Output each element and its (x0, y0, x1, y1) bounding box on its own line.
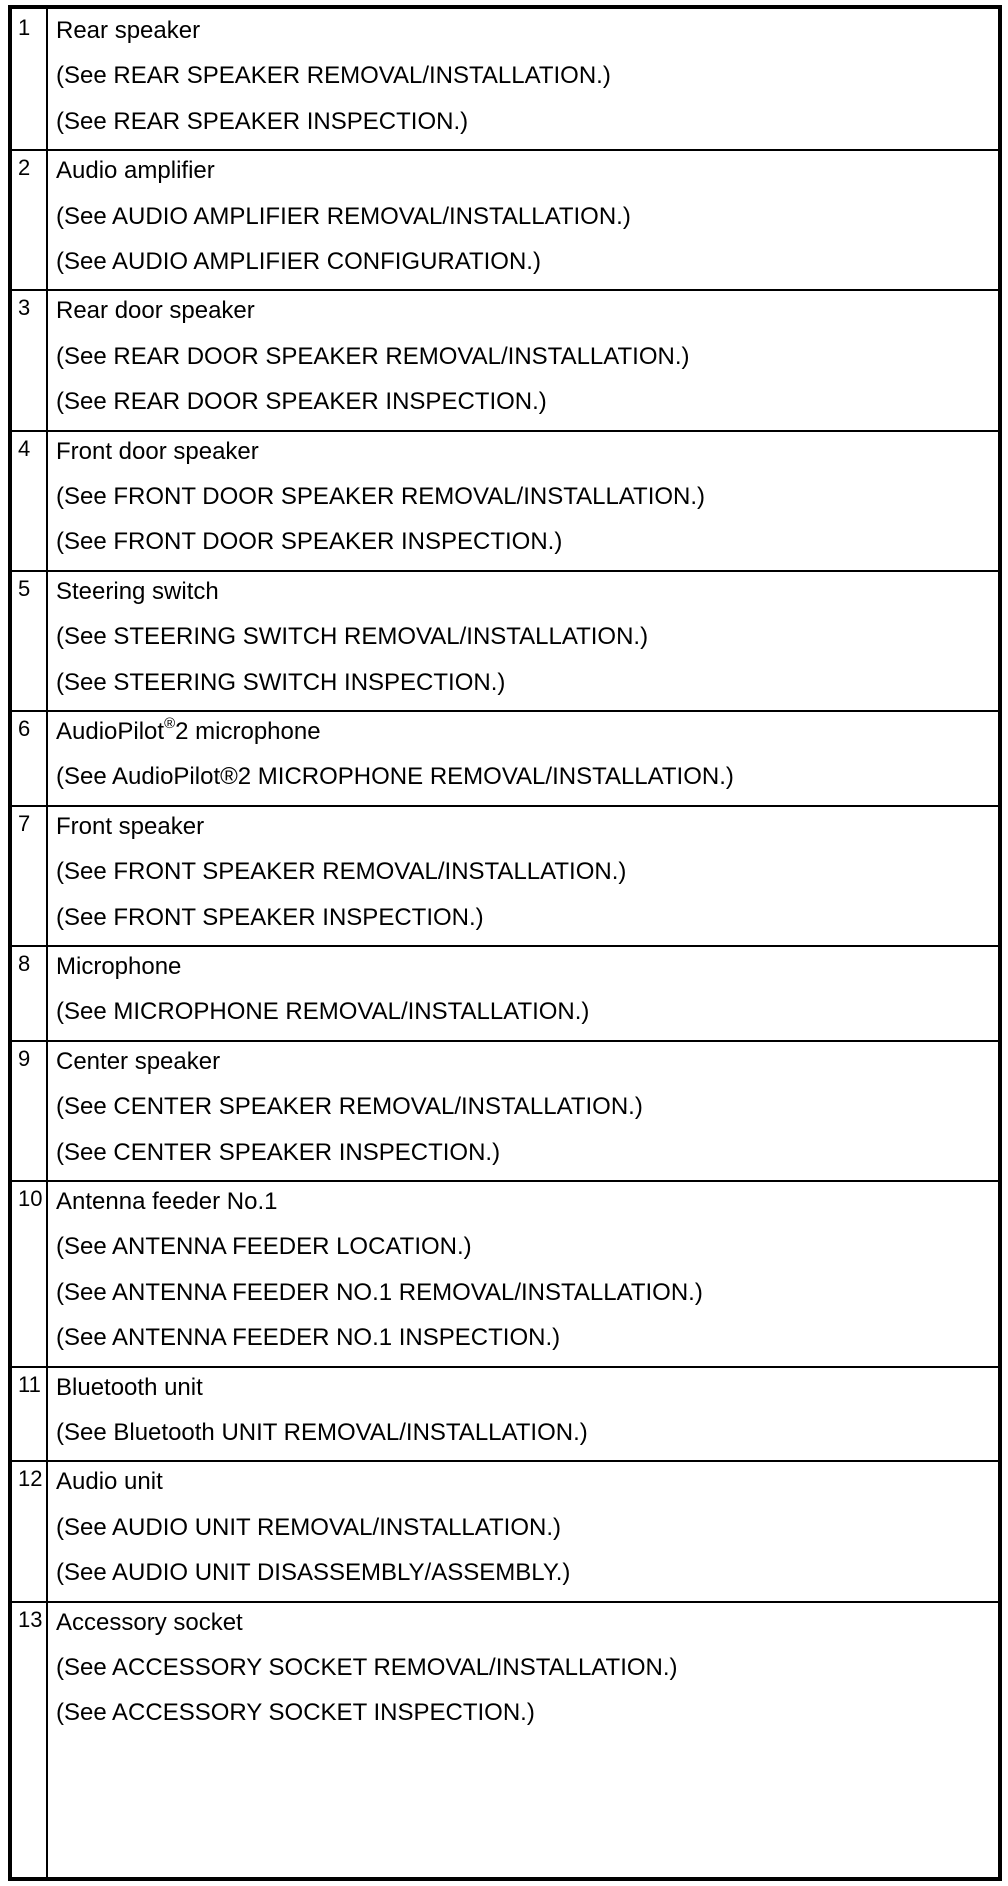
component-name-text: Front door speaker (56, 437, 259, 465)
reference-link[interactable]: (See CENTER SPEAKER INSPECTION.) (56, 1138, 501, 1166)
reference-link[interactable]: (See REAR SPEAKER INSPECTION.) (56, 107, 469, 135)
item-number: 2 (18, 155, 31, 181)
reference-link[interactable]: (See FRONT DOOR SPEAKER INSPECTION.) (56, 528, 563, 556)
reference-link[interactable]: (See CENTER SPEAKER REMOVAL/INSTALLATION.) (56, 1093, 643, 1121)
item-number: 1 (18, 15, 31, 40)
component-name-text: Steering switch (56, 577, 219, 605)
reference-link[interactable]: (See ANTENNA FEEDER NO.1 INSPECTION.) (56, 1324, 561, 1352)
table-row (12, 710, 998, 807)
component-name-suffix: 2 microphone (175, 718, 321, 745)
component-name-text: Microphone (56, 953, 182, 980)
component-name-text: Rear speaker (56, 17, 201, 44)
reference-link[interactable]: (See ANTENNA FEEDER LOCATION.) (56, 1233, 472, 1261)
reference-link[interactable]: (See AUDIO UNIT REMOVAL/INSTALLATION.) (56, 1513, 561, 1541)
reference-link[interactable]: (See MICROPHONE REMOVAL/INSTALLATION.) (56, 998, 590, 1026)
component-name (56, 953, 181, 981)
component-name (56, 715, 321, 746)
component-name (56, 1048, 220, 1076)
reference-link[interactable]: (See AudioPilot®2 MICROPHONE REMOVAL/INSTALLATION.) (56, 763, 734, 791)
reference-link[interactable]: (See ACCESSORY SOCKET REMOVAL/INSTALLATION.) (56, 1653, 678, 1681)
reference-link[interactable]: (See REAR DOOR SPEAKER REMOVAL/INSTALLATION.) (56, 342, 690, 370)
component-name-text: Bluetooth unit (56, 1373, 203, 1401)
component-name-text: Antenna feeder No.1 (56, 1188, 278, 1215)
reference-link[interactable]: (See FRONT SPEAKER INSPECTION.) (56, 903, 484, 931)
reference-link[interactable]: (See AUDIO AMPLIFIER CONFIGURATION.) (56, 247, 541, 275)
reference-link[interactable]: (See STEERING SWITCH INSPECTION.) (56, 668, 506, 696)
reference-link[interactable]: (See Bluetooth UNIT REMOVAL/INSTALLATION.) (56, 1418, 588, 1446)
item-number: 12 (18, 1466, 43, 1492)
component-table (8, 5, 1002, 1881)
component-name (56, 17, 200, 45)
item-number: 4 (18, 435, 31, 461)
table-row (12, 1180, 998, 1368)
table-row (12, 945, 998, 1042)
component-name (56, 1188, 278, 1216)
item-number: 7 (18, 810, 31, 836)
item-number: 8 (18, 951, 31, 976)
item-number: 13 (18, 1606, 43, 1632)
table-row (12, 1601, 998, 1741)
reference-link[interactable]: (See ACCESSORY SOCKET INSPECTION.) (56, 1699, 535, 1727)
reference-link[interactable]: (See STEERING SWITCH REMOVAL/INSTALLATION.) (56, 623, 649, 651)
reference-link[interactable]: (See REAR SPEAKER REMOVAL/INSTALLATION.) (56, 62, 611, 90)
component-name-text: Audio amplifier (56, 157, 215, 185)
component-name (56, 297, 255, 325)
item-number: 3 (18, 295, 31, 321)
component-name-text: Center speaker (56, 1047, 221, 1075)
item-number: 5 (18, 575, 31, 601)
component-name (56, 1374, 203, 1402)
table-row (12, 149, 998, 291)
table-row (12, 9, 998, 151)
reference-link[interactable]: (See FRONT SPEAKER REMOVAL/INSTALLATION.) (56, 858, 627, 886)
component-name-text: Rear door speaker (56, 297, 255, 325)
component-name-text: Accessory socket (56, 1608, 243, 1636)
component-name (56, 438, 259, 466)
component-name (56, 157, 215, 185)
table-row (12, 430, 998, 572)
table-row (12, 805, 998, 947)
reference-link[interactable]: (See AUDIO AMPLIFIER REMOVAL/INSTALLATION.) (56, 202, 631, 230)
reference-link[interactable]: (See FRONT DOOR SPEAKER REMOVAL/INSTALLATION.) (56, 482, 706, 510)
table-row (12, 570, 998, 712)
reference-link[interactable]: (See ANTENNA FEEDER NO.1 REMOVAL/INSTALLATION.) (56, 1278, 703, 1306)
component-name-text: Audio unit (56, 1468, 163, 1496)
component-name (56, 578, 219, 606)
item-number: 11 (18, 1371, 41, 1397)
item-number: 9 (18, 1045, 31, 1071)
component-name-text: Front speaker (56, 812, 205, 840)
reference-link[interactable]: (See AUDIO UNIT DISASSEMBLY/ASSEMBLY.) (56, 1559, 571, 1587)
table-row (12, 1366, 998, 1463)
table-row (12, 1040, 998, 1182)
component-name-text: AudioPilot (56, 718, 165, 745)
item-number: 6 (18, 716, 31, 741)
table-row (12, 289, 998, 431)
table-row (12, 1460, 998, 1602)
registered-mark: ® (164, 715, 176, 732)
item-number: 10 (18, 1186, 43, 1211)
component-name (56, 1609, 243, 1637)
component-name (56, 813, 204, 841)
component-name (56, 1468, 163, 1496)
reference-link[interactable]: (See REAR DOOR SPEAKER INSPECTION.) (56, 388, 547, 416)
